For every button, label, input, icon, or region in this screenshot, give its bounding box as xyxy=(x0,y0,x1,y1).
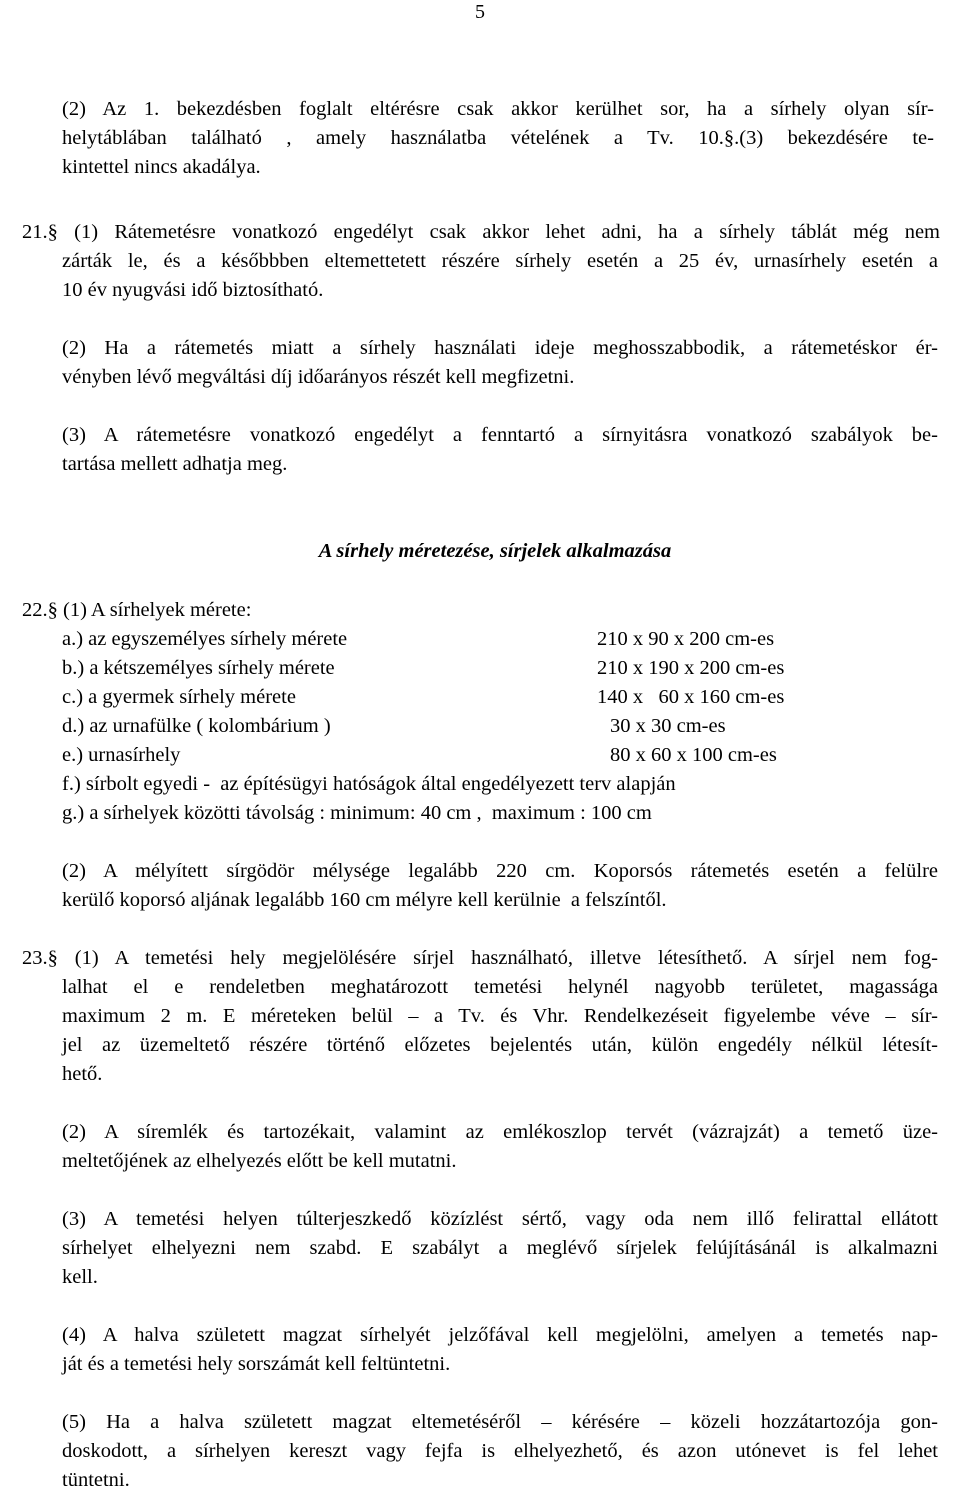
section-22-intro: 22.§ (1) A sírhelyek mérete: xyxy=(22,599,252,621)
size-item-label: a.) az egyszemélyes sírhely mérete xyxy=(62,628,348,650)
size-item-label: e.) urnasírhely xyxy=(62,744,181,766)
section-heading: A sírhely méretezése, sírjelek alkalmazása xyxy=(318,540,672,562)
section-23-line: (2) A síremlék és tartozékait, valamint az emlékoszlop tervét (vázrajzát) a temető üze- xyxy=(62,1121,938,1143)
section-23-line: lalhat el e rendeletben meghatározott temetési helynél nagyobb területet, magassága xyxy=(62,976,938,998)
size-item-label: d.) az urnafülke ( kolombárium ) xyxy=(62,715,331,737)
section-23-line: jel az üzemeltető részére történő előzetes bejelentés után, külön engedély nélkül létesít- xyxy=(62,1034,938,1056)
size-item-f: f.) sírbolt egyedi - az építésügyi hatóságok által engedélyezett terv alapján xyxy=(62,773,676,795)
section-23-line: doskodott, a sírhelyen kereszt vagy fejfa is elhelyezhető, és azon utónevet is fel lehet xyxy=(62,1440,938,1462)
size-item-value: 80 x 60 x 100 cm-es xyxy=(610,744,777,766)
text-line: kintettel nincs akadálya. xyxy=(62,156,261,178)
section-23-line: kell. xyxy=(62,1266,98,1288)
section-23-line: sírhelyet elhelyezni nem szabd. E szabályt a meglévő sírjelek felújításánál is alkalmazni xyxy=(62,1237,938,1259)
section-21-line: (3) A rátemetésre vonatkozó engedélyt a fenntartó a sírnyitásra vonatkozó szabályok be- xyxy=(62,424,938,446)
section-21-line: (2) Ha a rátemetés miatt a sírhely használati ideje meghosszabbodik, a rátemetéskor ér- xyxy=(62,337,938,359)
size-item-g: g.) a sírhelyek közötti távolság : minimum: 40 cm , maximum : 100 cm xyxy=(62,802,652,824)
section-21-line: vényben lévő megváltási díj időarányos részét kell megfizetni. xyxy=(62,366,575,388)
section-21-line: zárták le, és a későbbben eltemettetett részére sírhely esetén a 25 év, urnasírhely esetén a xyxy=(62,250,938,272)
text-line: (2) Az 1. bekezdésben foglalt eltérésre csak akkor kerülhet sor, ha a sírhely olyan sír- xyxy=(62,98,934,120)
section-23-line: ját és a temetési hely sorszámát kell feltüntetni. xyxy=(62,1353,451,1375)
section-23-line: tüntetni. xyxy=(62,1469,130,1491)
section-23-line: (4) A halva született magzat sírhelyét jelzőfával kell megjelölni, amelyen a temetés nap- xyxy=(62,1324,938,1346)
section-23-line: 23.§ (1) A temetési hely megjelölésére sírjel használható, illetve létesíthető. A sírjel nem fog- xyxy=(22,947,938,969)
size-item-value: 140 x 60 x 160 cm-es xyxy=(597,686,785,708)
size-item-label: c.) a gyermek sírhely mérete xyxy=(62,686,296,708)
section-23-line: hető. xyxy=(62,1063,103,1085)
size-item-value: 210 x 90 x 200 cm-es xyxy=(597,628,775,650)
section-21-line: 10 év nyugvási idő biztosítható. xyxy=(62,279,324,301)
text-line: helytáblában található , amely használatba vételének a Tv. 10.§.(3) bekezdésére te- xyxy=(62,127,934,149)
section-21-line: 21.§ (1) Rátemetésre vonatkozó engedélyt csak akkor lehet adni, ha a sírhely táblát még nem xyxy=(22,221,940,243)
size-item-value: 210 x 190 x 200 cm-es xyxy=(597,657,785,679)
section-23-line: (5) Ha a halva született magzat eltemetéséről – kérésére – közeli hozzátartozója gon- xyxy=(62,1411,938,1433)
size-item-label: b.) a kétszemélyes sírhely mérete xyxy=(62,657,335,679)
section-23-line: meltetőjének az elhelyezés előtt be kell mutatni. xyxy=(62,1150,457,1172)
size-item-value: 30 x 30 cm-es xyxy=(610,715,726,737)
section-22-line: kerülő koporsó aljának legalább 160 cm mélyre kell kerülnie a felszíntől. xyxy=(62,889,667,911)
section-21-line: tartása mellett adhatja meg. xyxy=(62,453,288,475)
section-23-line: (3) A temetési helyen túlterjeszkedő közízlést sértő, vagy oda nem illő felirattal ellátott xyxy=(62,1208,938,1230)
section-22-line: (2) A mélyített sírgödör mélysége legalább 220 cm. Koporsós rátemetés esetén a felülre xyxy=(62,860,938,882)
section-23-line: maximum 2 m. E méreteken belül – a Tv. és Vhr. Rendelkezéseit figyelembe véve – sír- xyxy=(62,1005,938,1027)
page-number: 5 xyxy=(475,1,485,23)
